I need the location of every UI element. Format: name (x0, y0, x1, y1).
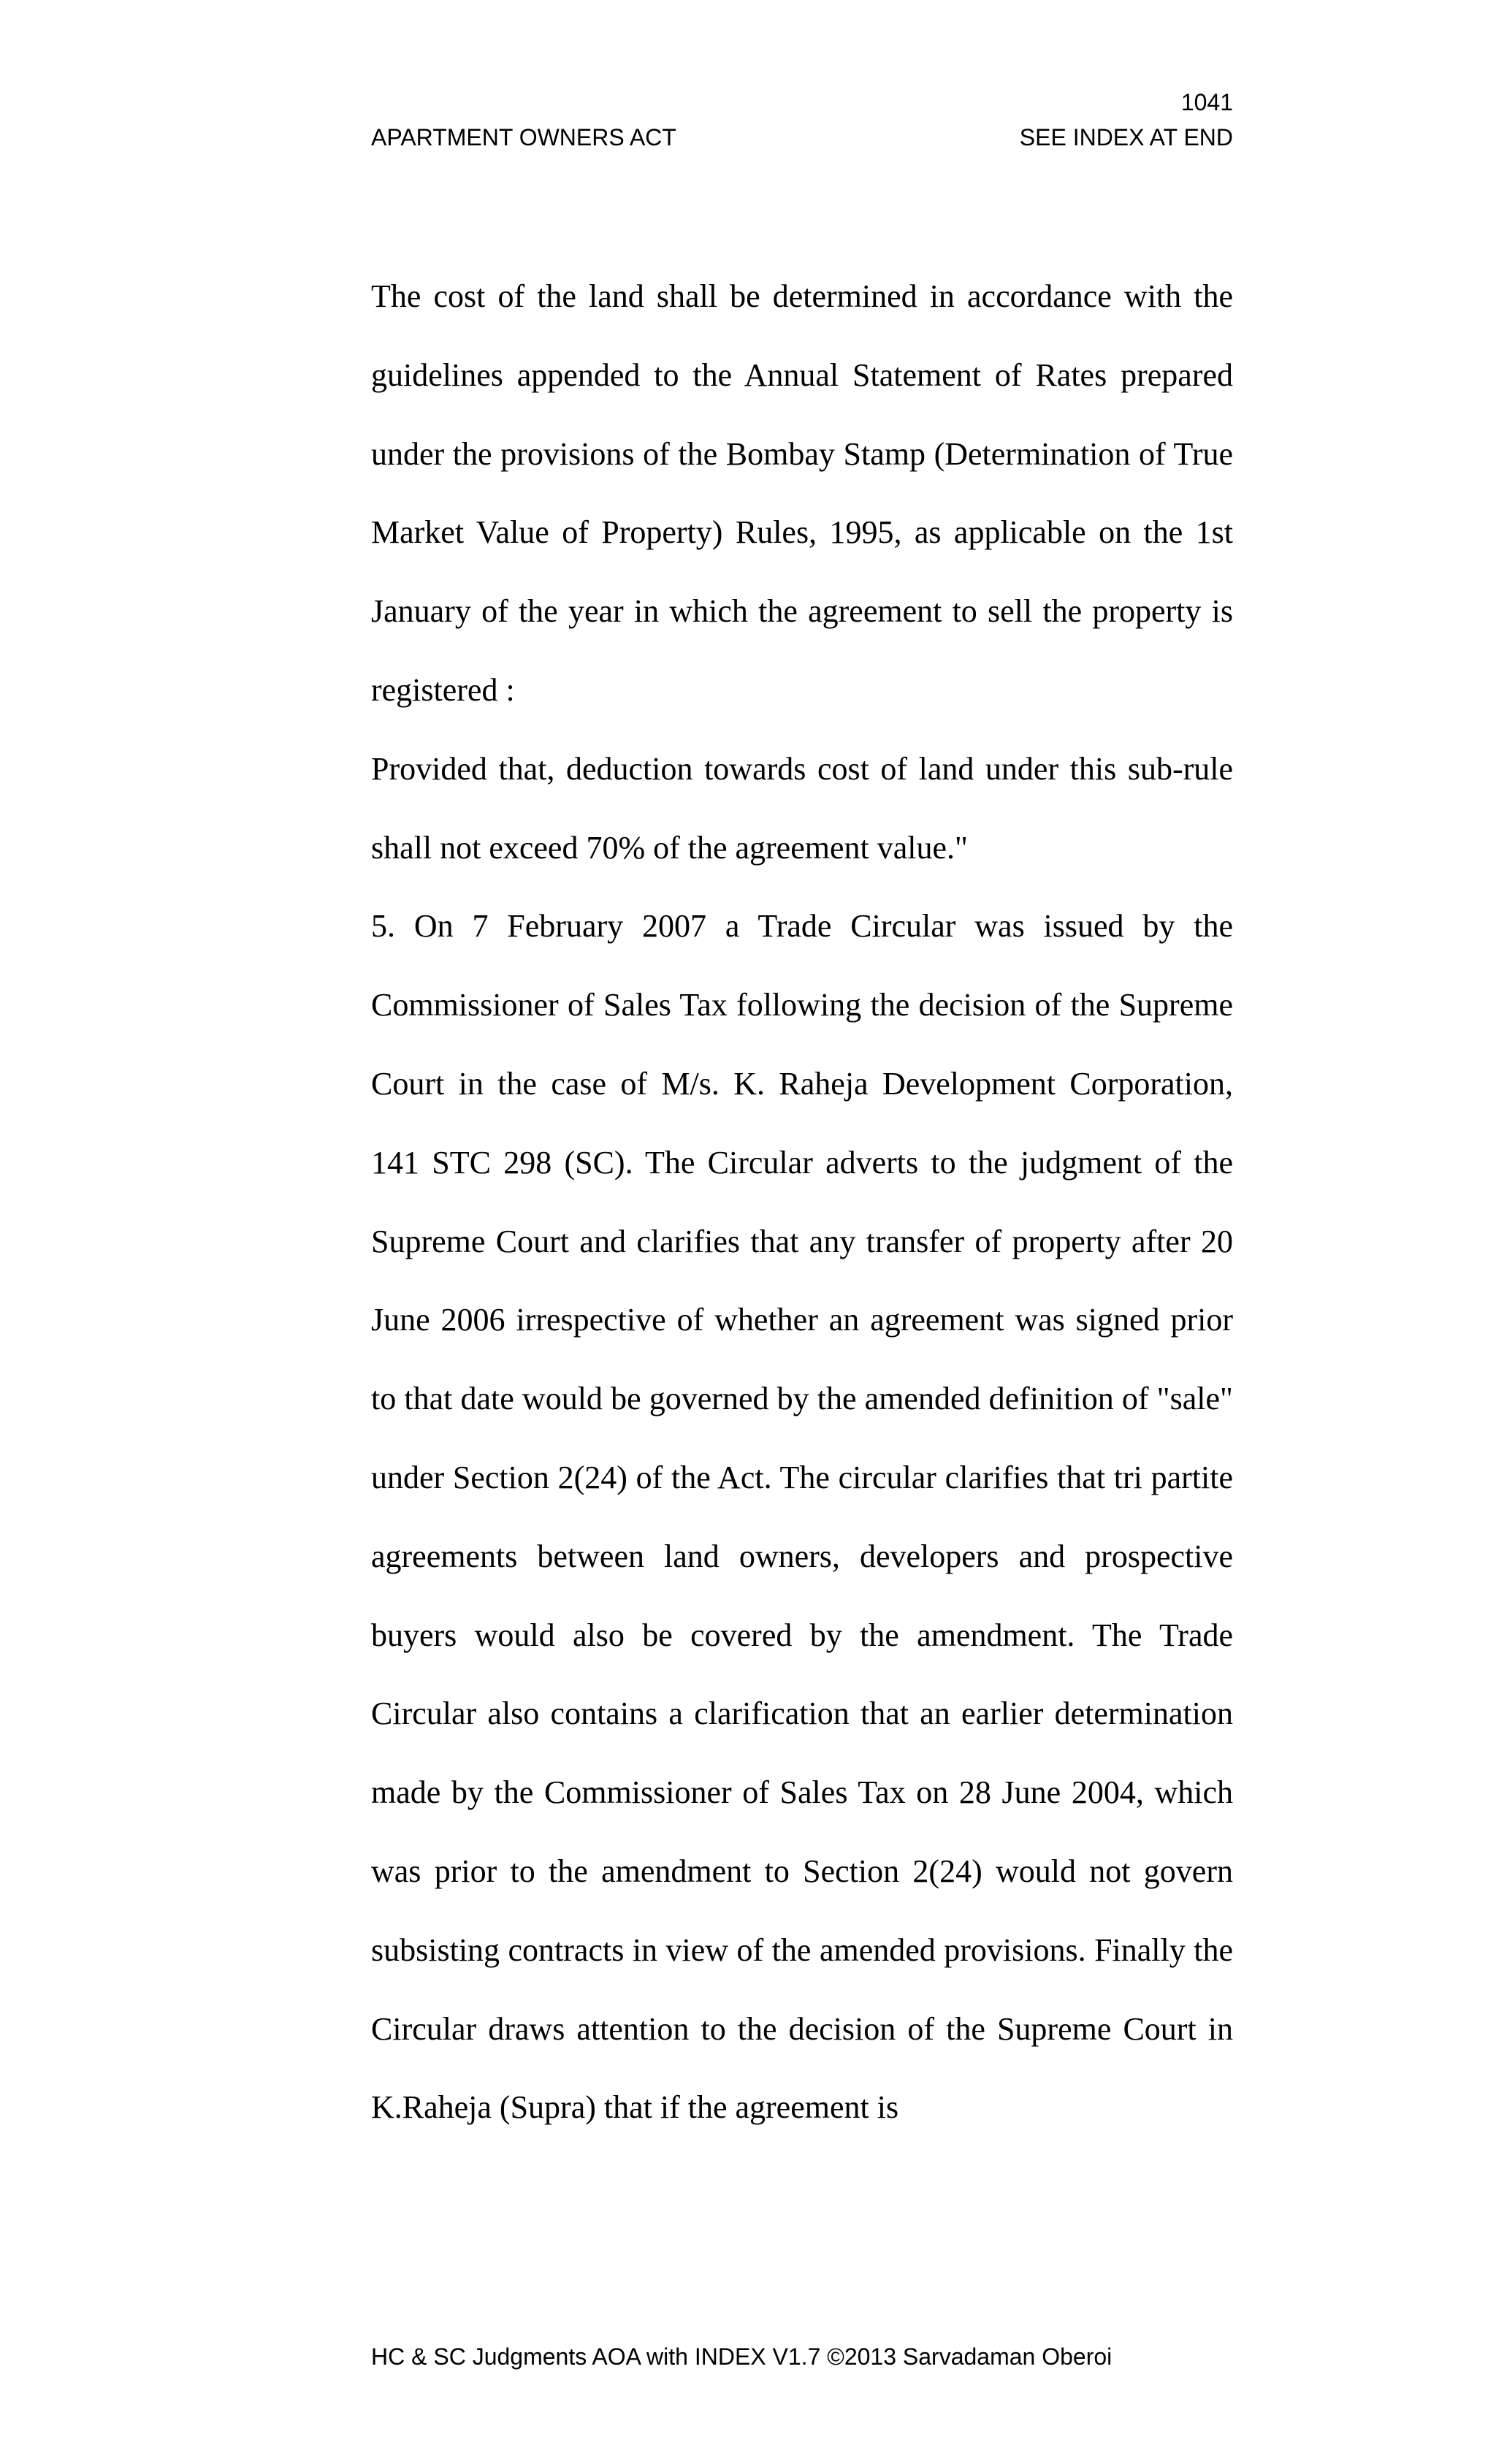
paragraph-proviso: Provided that, deduction towards cost of land under this sub-rule shall not exceed 70% of the agreement value." (371, 750, 1233, 866)
running-header-title: APARTMENT OWNERS ACT (371, 124, 676, 150)
page-footer: HC & SC Judgments AOA with INDEX V1.7 ©2013 Sarvadaman Oberoi (371, 2343, 1113, 2370)
paragraph-trade-circular: 5. On 7 February 2007 a Trade Circular was issued by the Commissioner of Sales Tax following the decision of the Supreme Court in the case of M/s. K. Raheja Development Corporation, 141 STC 298 (SC). The Circular adverts to the judgment of the Supreme Court and clarifies that any transfer of property after 20 June 2006 irrespective of whether an agreement was signed prior to that date would be governed by the amended definition of "sale" under Section 2(24) of the Act. The circular clarifies that tri partite agreements between land owners, developers and prospective buyers would also be covered by the amendment. The Trade Circular also contains a clarification that an earlier determination made by the Commissioner of Sales Tax on 28 June 2004, which was prior to the amendment to Section 2(24) would not govern subsisting contracts in view of the amended provisions. Finally the Circular draws attention to the decision of the Supreme Court in K.Raheja (Supra) that if the agreement is (371, 908, 1233, 2126)
paragraph-land-cost: The cost of the land shall be determined in accordance with the guidelines appended to the Annual Statement of Rates prepared under the provisions of the Bombay Stamp (Determination of True Market Value of Property) Rules, 1995, as applicable on the 1st January of the year in which the agreement to sell the property is registered : (371, 278, 1233, 708)
running-header-index-note: SEE INDEX AT END (1019, 124, 1233, 150)
page-number: 1041 (1180, 89, 1233, 115)
document-body (371, 257, 1233, 2147)
